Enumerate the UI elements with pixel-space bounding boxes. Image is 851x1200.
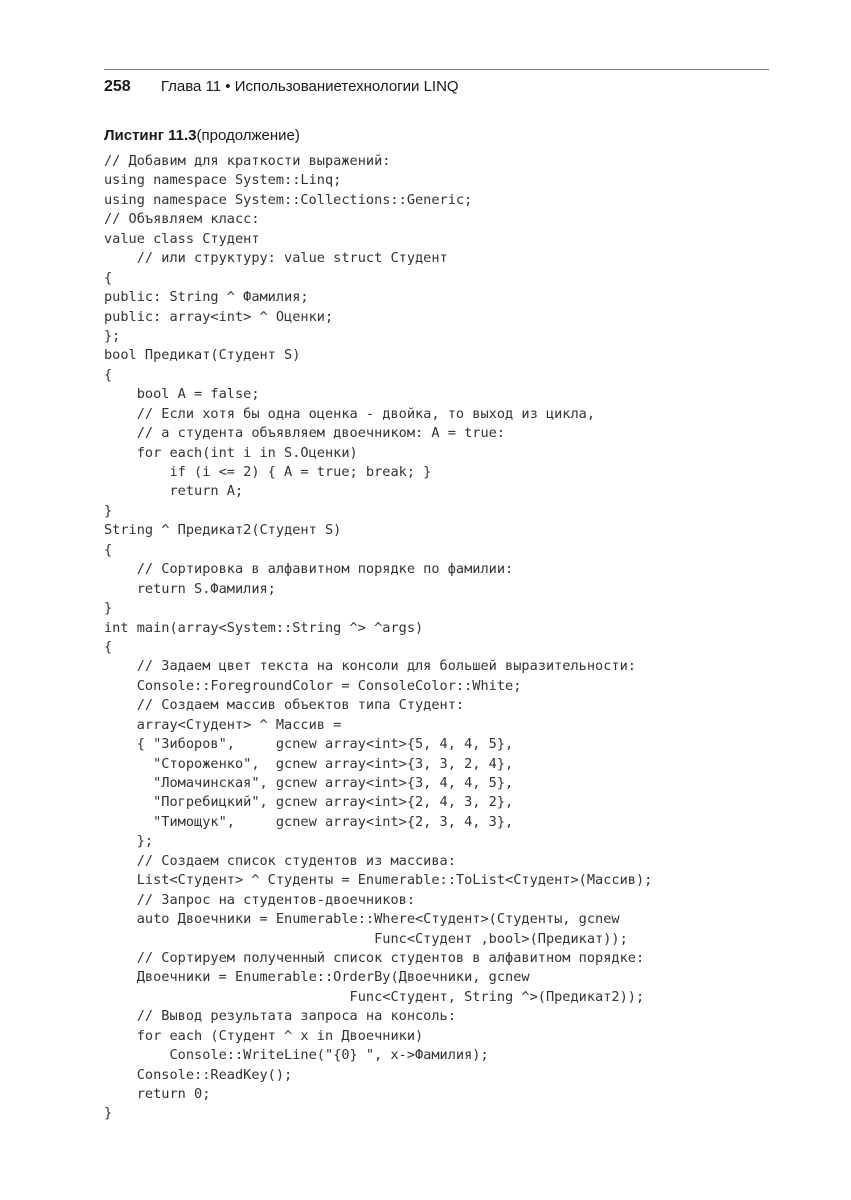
chapter-title: Глава 11 • Использованиетехнологии LINQ <box>160 78 459 95</box>
code-line: { <box>104 541 113 558</box>
code-line: public: array<int> ^ Оценки; <box>104 308 334 325</box>
code-line: { <box>104 269 113 286</box>
listing-caption <box>104 126 300 146</box>
code-line: // Сортировка в алфавитном порядке по фамилии: <box>104 561 514 578</box>
code-line: // Вывод результата запроса на консоль: <box>104 1008 456 1025</box>
code-line: { <box>104 638 113 655</box>
code-line: // Объявляем класс: <box>104 211 260 228</box>
code-line: return 0; <box>104 1086 211 1102</box>
code-line: Func<Студент ,bool>(Предикат)); <box>104 930 628 947</box>
code-line: // Запрос на студентов-двоечников: <box>104 891 415 908</box>
code-line: { "Зиборов", gcnew array<int>{5, 4, 4, 5}, <box>104 736 514 753</box>
code-line: // Сортируем полученный список студентов в алфавитном порядке: <box>104 949 645 966</box>
code-line: // Если хотя бы одна оценка - двойка, то выход из цикла, <box>104 405 596 422</box>
header-rule <box>104 69 769 70</box>
code-listing <box>104 152 652 1124</box>
code-line: if (i <= 2) { A = true; break; } <box>104 464 432 480</box>
code-line: Console::ReadKey(); <box>104 1066 293 1083</box>
code-line: bool A = false; <box>104 386 260 403</box>
code-line: }; <box>104 327 121 344</box>
page-number: 258 <box>104 78 131 95</box>
code-line: { <box>104 366 113 383</box>
code-line: Console::ForegroundColor = ConsoleColor::White; <box>104 677 522 694</box>
code-line: "Погребицкий", gcnew array<int>{2, 4, 3, 2}, <box>104 794 514 811</box>
code-line: // Добавим для краткости выражений: <box>104 153 391 169</box>
code-line: using namespace System::Collections::Generic; <box>104 191 473 208</box>
code-line: value class Студент <box>104 230 260 247</box>
code-line: return S.Фамилия; <box>104 580 276 597</box>
code-line: } <box>104 1105 113 1122</box>
running-head <box>104 76 459 98</box>
code-line: int main(array<System::String ^> ^args) <box>104 619 424 636</box>
code-line: }; <box>104 833 154 850</box>
listing-number: Листинг 11.3 <box>104 127 197 144</box>
code-line: array<Студент> ^ Массив = <box>104 716 342 733</box>
code-line: "Тимощук", gcnew array<int>{2, 3, 4, 3}, <box>104 813 514 830</box>
code-line: } <box>104 600 113 617</box>
code-line: Func<Студент, String ^>(Предикат2)); <box>104 988 645 1005</box>
code-line: Двоечники = Enumerable::OrderBy(Двоечники, gcnew <box>104 969 530 986</box>
code-line: "Ломачинская", gcnew array<int>{3, 4, 4, 5}, <box>104 775 514 791</box>
code-line: } <box>104 502 113 519</box>
code-line: String ^ Предикат2(Студент S) <box>104 522 342 539</box>
code-line: // Задаем цвет текста на консоли для большей выразительности: <box>104 658 636 675</box>
code-line: bool Предикат(Студент S) <box>104 347 301 364</box>
code-line: using namespace System::Linq; <box>104 172 342 189</box>
code-line: public: String ^ Фамилия; <box>104 289 309 306</box>
code-line: // Создаем массив объектов типа Студент: <box>104 697 465 714</box>
code-line: Console::WriteLine("{0} ", x->Фамилия); <box>104 1047 489 1064</box>
code-line: List<Студент> ^ Студенты = Enumerable::ToList<Студент>(Массив); <box>104 872 653 889</box>
code-line: auto Двоечники = Enumerable::Where<Студент>(Студенты, gcnew <box>104 911 620 928</box>
code-line: for each(int i in S.Оценки) <box>104 444 358 461</box>
code-line: return A; <box>104 483 244 500</box>
listing-caption-suffix: (продолжение) <box>196 127 300 144</box>
code-line: "Стороженко", gcnew array<int>{3, 3, 2, 4}, <box>104 755 514 772</box>
code-line: for each (Студент ^ x in Двоечники) <box>104 1027 424 1044</box>
code-line: // а студента объявляем двоечником: A = true: <box>104 425 506 442</box>
code-line: // Создаем список студентов из массива: <box>104 852 456 869</box>
code-line: // или структуру: value struct Студент <box>104 250 448 267</box>
